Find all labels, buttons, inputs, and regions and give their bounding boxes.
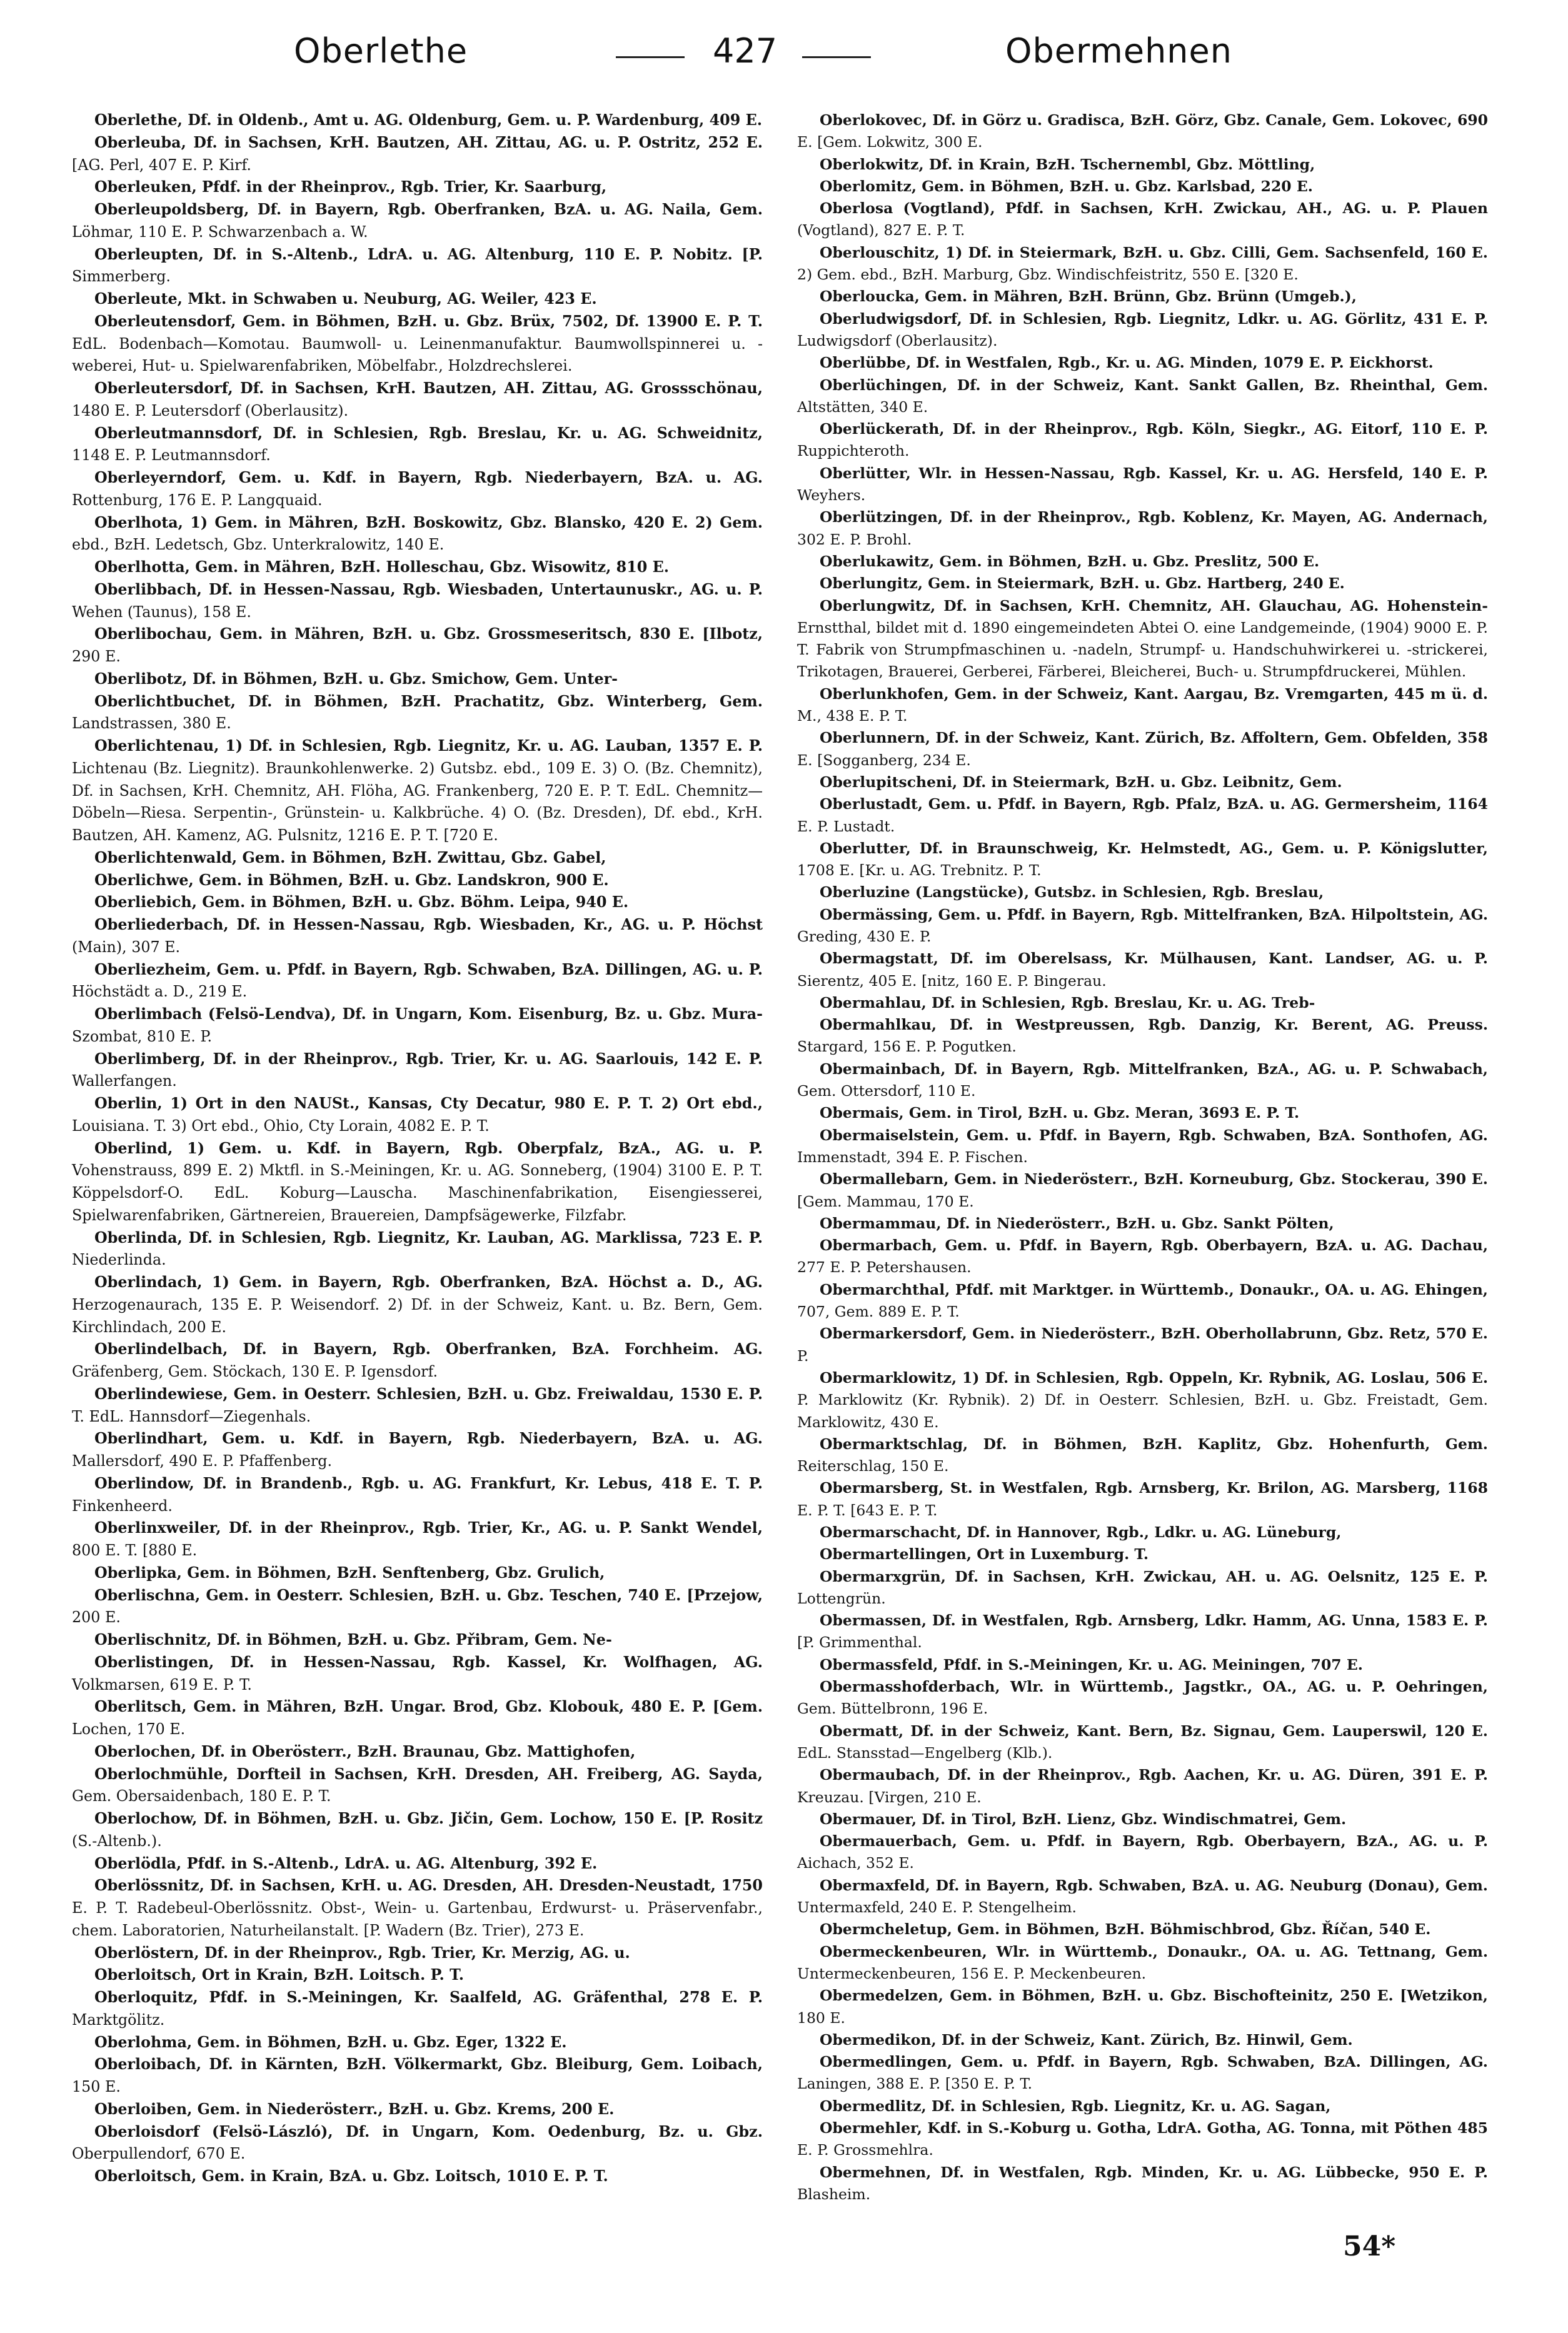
entry: Obermatt, Df. in der Schweiz, Kant. Bern, Bz. Signau, Gem. Lauperswil, 120 E. EdL. Stansstad—Engelberg (Klb.).: [797, 1722, 1488, 1762]
entry: Oberlinxweiler, Df. in der Rheinprov., Rgb. Trier, Kr., AG. u. P. Sankt Wendel, 800 E. T. [880 E.: [72, 1519, 763, 1559]
entry: Obermarschacht, Df. in Hannover, Rgb., Ldkr. u. AG. Lüneburg,: [820, 1523, 1342, 1541]
entry: Obermassfeld, Pfdf. in S.-Meiningen, Kr. u. AG. Meiningen, 707 E.: [820, 1655, 1363, 1673]
entry: Oberlochen, Df. in Oberösterr., BzH. Braunau, Gbz. Mattighofen,: [94, 1742, 636, 1760]
entry: Oberloitsch, Ort in Krain, BzH. Loitsch. P. T.: [94, 1966, 464, 1984]
entry: Obermartellingen, Ort in Luxemburg. T.: [820, 1545, 1149, 1563]
entry: Obermedelzen, Gem. in Böhmen, BzH. u. Gbz. Bischofteinitz, 250 E. [Wetzikon, 180 E.: [797, 1987, 1488, 2027]
entry: Oberleutmannsdorf, Df. in Schlesien, Rgb. Breslau, Kr. u. AG. Schweidnitz, 1148 E. P. Leutmannsdorf.: [72, 424, 763, 464]
entry: Oberlinda, Df. in Schlesien, Rgb. Liegnitz, Kr. Lauban, AG. Marklissa, 723 E. P. Niederlinda.: [72, 1228, 763, 1269]
entry: Obermedlitz, Df. in Schlesien, Rgb. Liegnitz, Kr. u. AG. Sagan,: [820, 2097, 1331, 2115]
entry: Oberlupitscheni, Df. in Steiermark, BzH. u. Gbz. Leibnitz, Gem.: [820, 773, 1342, 791]
entry: Oberlibochau, Gem. in Mähren, BzH. u. Gbz. Grossmeseritsch, 830 E. [Ilbotz, 290 E.: [72, 625, 763, 665]
entry: Oberlokovec, Df. in Görz u. Gradisca, BzH. Görz, Gbz. Canale, Gem. Lokovec, 690 E. [Gem. Lokwitz, 300 E.: [797, 111, 1488, 151]
entry: Oberlosa (Vogtland), Pfdf. in Sachsen, KrH. Zwickau, AH., AG. u. P. Plauen (Vogtland), 827 E. P. T.: [797, 199, 1488, 239]
header-dash-left: [616, 56, 685, 58]
entry: Oberlischnitz, Df. in Böhmen, BzH. u. Gbz. Přibram, Gem. Ne-: [94, 1631, 612, 1648]
header-first-entry: Oberlethe: [294, 31, 468, 71]
entry: Oberliederbach, Df. in Hessen-Nassau, Rgb. Wiesbaden, Kr., AG. u. P. Höchst (Main), 307 E.: [72, 916, 763, 956]
entry: Obermaxfeld, Df. in Bayern, Rgb. Schwaben, BzA. u. AG. Neuburg (Donau), Gem. Untermaxfeld, 240 E. P. Stengelheim.: [797, 1876, 1488, 1917]
entry: Oberleupten, Df. in S.-Altenb., LdrA. u. AG. Altenburg, 110 E. P. Nobitz. [P. Simmerberg.: [72, 245, 763, 286]
entry: Oberlutter, Df. in Braunschweig, Kr. Helmstedt, AG., Gem. u. P. Königslutter, 1708 E. [Kr. u. AG. Trebnitz. P. T.: [797, 839, 1488, 880]
entry: Oberlohma, Gem. in Böhmen, BzH. u. Gbz. Eger, 1322 E.: [94, 2033, 567, 2051]
entry: Oberlhota, 1) Gem. in Mähren, BzH. Boskowitz, Gbz. Blansko, 420 E. 2) Gem. ebd., BzH. Ledetsch, Gbz. Unterkralowitz, 140 E.: [72, 513, 763, 554]
entry: Obermainbach, Df. in Bayern, Rgb. Mittelfranken, BzA., AG. u. P. Schwabach, Gem. Ottersdorf, 110 E.: [797, 1060, 1488, 1100]
entry: Oberlouschitz, 1) Df. in Steiermark, BzH. u. Gbz. Cilli, Gem. Sachsenfeld, 160 E. 2) Gem. ebd., BzH. Marburg, Gbz. Windischfeistritz, 550 E. [320 E.: [797, 243, 1488, 284]
entry: Oberludwigsdorf, Df. in Schlesien, Rgb. Liegnitz, Ldkr. u. AG. Görlitz, 431 E. P. Ludwigsdorf (Oberlausitz).: [797, 309, 1488, 349]
entry: Oberlhotta, Gem. in Mähren, BzH. Holleschau, Gbz. Wisowitz, 810 E.: [94, 558, 670, 576]
entry: Obermasshofderbach, Wlr. in Württemb., Jagstkr., OA., AG. u. P. Oehringen, Gem. Büttelbronn, 196 E.: [797, 1678, 1488, 1718]
entry: Oberlütter, Wlr. in Hessen-Nassau, Rgb. Kassel, Kr. u. AG. Hersfeld, 140 E. P. Weyhers.: [797, 464, 1488, 504]
entry: Obermarkersdorf, Gem. in Niederösterr., BzH. Oberhollabrunn, Gbz. Retz, 570 E. P.: [797, 1325, 1488, 1365]
entry: Oberlibotz, Df. in Böhmen, BzH. u. Gbz. Smichow, Gem. Unter-: [94, 670, 618, 688]
entry: Obermauerbach, Gem. u. Pfdf. in Bayern, Rgb. Oberbayern, BzA., AG. u. P. Aichach, 352 E.: [797, 1832, 1488, 1872]
entry: Oberlind, 1) Gem. u. Kdf. in Bayern, Rgb. Oberpfalz, BzA., AG. u. P. Vohenstrauss, 899 E. 2) Mktfl. in S.-Meiningen, Kr. u. AG. Sonneberg, (1904) 3100 E. P. T. Köppelsdorf-O. EdL. Koburg—Lauscha. Maschinenfabrikation, Eisengiesserei, Spielwarenfabriken, Gärtnereien, Brauereien, Dampfsägewerke, Filzfabr.: [72, 1139, 763, 1224]
entry: Oberlunnern, Df. in der Schweiz, Kant. Zürich, Bz. Affoltern, Gem. Obfelden, 358 E. [Sogganberg, 234 E.: [797, 729, 1488, 769]
entry: Obermarsberg, St. in Westfalen, Rgb. Arnsberg, Kr. Brilon, AG. Marsberg, 1168 E. P. T. [643 E. P. T.: [797, 1479, 1488, 1519]
entry: Oberlindhart, Gem. u. Kdf. in Bayern, Rgb. Niederbayern, BzA. u. AG. Mallersdorf, 490 E. P. Pfaffenberg.: [72, 1430, 763, 1470]
entry: Oberleupoldsberg, Df. in Bayern, Rgb. Oberfranken, BzA. u. AG. Naila, Gem. Löhmar, 110 E. P. Schwarzenbach a. W.: [72, 201, 763, 241]
entry: Oberlukawitz, Gem. in Böhmen, BzH. u. Gbz. Preslitz, 500 E.: [820, 552, 1320, 570]
entry: Oberlichtenau, 1) Df. in Schlesien, Rgb. Liegnitz, Kr. u. AG. Lauban, 1357 E. P. Lichtenau (Bz. Liegnitz). Braunkohlenwerke. 2) Gutsbz. ebd., 109 E. 3) O. (Bz. Chemnitz), Df. in Sachsen, KrH. Chemnitz, AH. Flöha, AG. Frankenberg, 720 E. P. T. EdL. Chemnitz—Döbeln—Riesa. Serpentin-, Grünstein- u. Kalkbrüche. 4) O. (Bz. Dresden), Df. ebd., KrH. Bautzen, AH. Kamenz, AG. Pulsnitz, 1216 E. P. T. [720 E.: [72, 737, 763, 844]
entry: Obermarxgrün, Df. in Sachsen, KrH. Zwickau, AH. u. AG. Oelsnitz, 125 E. P. Lottengrün.: [797, 1567, 1488, 1607]
entry: Oberlindach, 1) Gem. in Bayern, Rgb. Oberfranken, BzA. Höchst a. D., AG. Herzogenaurach, 135 E. P. Weisendorf. 2) Df. in der Schweiz, Kant. u. Bz. Bern, Gem. Kirchlindach, 200 E.: [72, 1273, 763, 1336]
entry: Oberlochow, Df. in Böhmen, BzH. u. Gbz. Jičin, Gem. Lochow, 150 E. [P. Rositz (S.-Altenb.).: [72, 1810, 763, 1850]
entry: Obermais, Gem. in Tirol, BzH. u. Gbz. Meran, 3693 E. P. T.: [820, 1104, 1300, 1122]
entry: Oberloiben, Gem. in Niederösterr., BzH. u. Gbz. Krems, 200 E.: [94, 2100, 615, 2118]
header-last-entry: Obermehnen: [1005, 31, 1232, 71]
entry: Oberlethe, Df. in Oldenb., Amt u. AG. Oldenburg, Gem. u. P. Wardenburg, 409 E.: [94, 111, 763, 129]
entry: Obermagstatt, Df. im Oberelsass, Kr. Mülhausen, Kant. Landser, AG. u. P. Sierentz, 405 E. [nitz, 160 E. P. Bingerau.: [797, 950, 1488, 990]
entry: Obermedikon, Df. in der Schweiz, Kant. Zürich, Bz. Hinwil, Gem.: [820, 2030, 1353, 2049]
entry: Obermammau, Df. in Niederösterr., BzH. u. Gbz. Sankt Pölten,: [820, 1214, 1334, 1232]
left-column: [72, 109, 763, 2188]
entry: Oberlitsch, Gem. in Mähren, BzH. Ungar. Brod, Gbz. Klobouk, 480 E. P. [Gem. Lochen, 170 E.: [72, 1698, 763, 1738]
entry: Obermehnen, Df. in Westfalen, Rgb. Minden, Kr. u. AG. Lübbecke, 950 E. P. Blasheim.: [797, 2163, 1488, 2203]
entry: Oberlindewiese, Gem. in Oesterr. Schlesien, BzH. u. Gbz. Freiwaldau, 1530 E. P. T. EdL. Hannsdorf—Ziegenhals.: [72, 1385, 763, 1425]
entry: Oberlübbe, Df. in Westfalen, Rgb., Kr. u. AG. Minden, 1079 E. P. Eickhorst.: [820, 354, 1434, 372]
entry: Oberleute, Mkt. in Schwaben u. Neuburg, AG. Weiler, 423 E.: [94, 290, 597, 308]
entry: Obermauer, Df. in Tirol, BzH. Lienz, Gbz. Windischmatrei, Gem.: [820, 1810, 1347, 1828]
entry: Oberlibbach, Df. in Hessen-Nassau, Rgb. Wiesbaden, Untertaunuskr., AG. u. P. Wehen (Taunus), 158 E.: [72, 580, 763, 621]
entry: Obermarktschlag, Df. in Böhmen, BzH. Kaplitz, Gbz. Hohenfurth, Gem. Reiterschlag, 150 E.: [797, 1435, 1488, 1475]
entry: Oberlützingen, Df. in der Rheinprov., Rgb. Koblenz, Kr. Mayen, AG. Andernach, 302 E. P. Brohl.: [797, 508, 1488, 548]
entry: Oberliebich, Gem. in Böhmen, BzH. u. Gbz. Böhm. Leipa, 940 E.: [94, 893, 629, 911]
entry: Oberliezheim, Gem. u. Pfdf. in Bayern, Rgb. Schwaben, BzA. Dillingen, AG. u. P. Höchstädt a. D., 219 E.: [72, 960, 763, 1001]
entry: Oberlichtenwald, Gem. in Böhmen, BzH. Zwittau, Gbz. Gabel,: [94, 848, 606, 866]
entry: Oberlipka, Gem. in Böhmen, BzH. Senftenberg, Gbz. Grulich,: [94, 1563, 605, 1582]
entry: Oberlungitz, Gem. in Steiermark, BzH. u. Gbz. Hartberg, 240 E.: [820, 574, 1345, 593]
header-dash-right: [802, 56, 871, 58]
right-column: [797, 109, 1488, 2205]
signature-mark: 54*: [1343, 2230, 1396, 2262]
entry: Oberlin, 1) Ort in den NAUSt., Kansas, Cty Decatur, 980 E. P. T. 2) Ort ebd., Louisiana. T. 3) Ort ebd., Ohio, Cty Lorain, 4082 E. P. T.: [72, 1095, 763, 1135]
entry: Oberlungwitz, Df. in Sachsen, KrH. Chemnitz, AH. Glauchau, AG. Hohenstein-Ernstthal, bildet mit d. 1890 eingemeindeten Abtei O. eine Landgemeinde, (1904) 9000 E. P. T. Fabrik von Strumpfmaschinen u. -nadeln, Strumpf- u. Handschuhwirkerei u. -strickerei, Trikotagen, Brauerei, Gerberei, Färberei, Bleicherei, Buch- u. Strumpfdruckerei, Mühlen.: [797, 596, 1488, 681]
entry: Oberloquitz, Pfdf. in S.-Meiningen, Kr. Saalfeld, AG. Gräfenthal, 278 E. P. Marktgölitz.: [72, 1989, 763, 2029]
entry: Oberloitsch, Gem. in Krain, BzA. u. Gbz. Loitsch, 1010 E. P. T.: [94, 2167, 608, 2185]
entry: Obermahlkau, Df. in Westpreussen, Rgb. Danzig, Kr. Berent, AG. Preuss. Stargard, 156 E. P. Pogutken.: [797, 1016, 1488, 1056]
entry: Oberleuken, Pfdf. in der Rheinprov., Rgb. Trier, Kr. Saarburg,: [94, 178, 607, 196]
entry: Obermaubach, Df. in der Rheinprov., Rgb. Aachen, Kr. u. AG. Düren, 391 E. P. Kreuzau. [Virgen, 210 E.: [797, 1766, 1488, 1806]
entry: Oberlunkhofen, Gem. in der Schweiz, Kant. Aargau, Bz. Vremgarten, 445 m ü. d. M., 438 E. P. T.: [797, 685, 1488, 725]
entry: Oberlischna, Gem. in Oesterr. Schlesien, BzH. u. Gbz. Teschen, 740 E. [Przejow, 200 E.: [72, 1586, 763, 1627]
page-header: [0, 25, 1568, 81]
entry: Oberloisdorf (Felsö-László), Df. in Ungarn, Kom. Oedenburg, Bz. u. Gbz. Oberpullendorf, 670 E.: [72, 2122, 763, 2163]
entry: Oberlimberg, Df. in der Rheinprov., Rgb. Trier, Kr. u. AG. Saarlouis, 142 E. P. Wallerfangen.: [72, 1050, 763, 1090]
entry: Oberlimbach (Felsö-Lendva), Df. in Ungarn, Kom. Eisenburg, Bz. u. Gbz. Mura-Szombat, 810 E. P.: [72, 1005, 763, 1045]
entry: Oberluzine (Langstücke), Gutsbz. in Schlesien, Rgb. Breslau,: [820, 883, 1324, 901]
entry: Oberlokwitz, Df. in Krain, BzH. Tschernembl, Gbz. Möttling,: [820, 155, 1315, 173]
entry: Oberloucka, Gem. in Mähren, BzH. Brünn, Gbz. Brünn (Umgeb.),: [820, 288, 1357, 306]
entry: Obermeckenbeuren, Wlr. in Württemb., Donaukr., OA. u. AG. Tettnang, Gem. Untermeckenbeuren, 156 E. P. Meckenbeuren.: [797, 1942, 1488, 1982]
entry: Oberlöstern, Df. in der Rheinprov., Rgb. Trier, Kr. Merzig, AG. u.: [94, 1944, 630, 1962]
entry: Oberleutensdorf, Gem. in Böhmen, BzH. u. Gbz. Brüx, 7502, Df. 13900 E. P. T. EdL. Bodenbach—Komotau. Baumwoll- u. Leinenmanufaktur. Baumwollspinnerei u. -weberei, Hut- u. Spielwarenfabriken, Möbelfabr., Holzdrechslerei.: [72, 312, 763, 375]
entry: Oberlüchingen, Df. in der Schweiz, Kant. Sankt Gallen, Bz. Rheinthal, Gem. Altstätten, 340 E.: [797, 376, 1488, 416]
entry: Obermässing, Gem. u. Pfdf. in Bayern, Rgb. Mittelfranken, BzA. Hilpoltstein, AG. Greding, 430 E. P.: [797, 905, 1488, 945]
entry: Oberloibach, Df. in Kärnten, BzH. Völkermarkt, Gbz. Bleiburg, Gem. Loibach, 150 E.: [72, 2055, 763, 2095]
entry: Obermassen, Df. in Westfalen, Rgb. Arnsberg, Ldkr. Hamm, AG. Unna, 1583 E. P. [P. Grimmenthal.: [797, 1612, 1488, 1652]
entry: Obermedlingen, Gem. u. Pfdf. in Bayern, Rgb. Schwaben, BzA. Dillingen, AG. Laningen, 388 E. P. [350 E. P. T.: [797, 2053, 1488, 2093]
entry: Obermahlau, Df. in Schlesien, Rgb. Breslau, Kr. u. AG. Treb-: [820, 993, 1315, 1011]
entry: Oberlistingen, Df. in Hessen-Nassau, Rgb. Kassel, Kr. Wolfhagen, AG. Volkmarsen, 619 E. P. T.: [72, 1653, 763, 1693]
entry: Obermarbach, Gem. u. Pfdf. in Bayern, Rgb. Oberbayern, BzA. u. AG. Dachau, 277 E. P. Petershausen.: [797, 1237, 1488, 1277]
page-number: 427: [713, 31, 778, 71]
entry: Oberleyerndorf, Gem. u. Kdf. in Bayern, Rgb. Niederbayern, BzA. u. AG. Rottenburg, 176 E. P. Langquaid.: [72, 469, 763, 509]
entry: Obermehler, Kdf. in S.-Koburg u. Gotha, LdrA. Gotha, AG. Tonna, mit Pöthen 485 E. P. Grossmehlra.: [797, 2119, 1488, 2159]
entry: Oberlindow, Df. in Brandenb., Rgb. u. AG. Frankfurt, Kr. Lebus, 418 E. T. P. Finkenheerd.: [72, 1474, 763, 1515]
entry: Oberlindelbach, Df. in Bayern, Rgb. Oberfranken, BzA. Forchheim. AG. Gräfenberg, Gem. Stöckach, 130 E. P. Igensdorf.: [72, 1340, 763, 1380]
entry: Obermarchthal, Pfdf. mit Marktger. in Württemb., Donaukr., OA. u. AG. Ehingen, 707, Gem. 889 E. P. T.: [797, 1280, 1488, 1321]
entry: Oberleutersdorf, Df. in Sachsen, KrH. Bautzen, AH. Zittau, AG. Grossschönau, 1480 E. P. Leutersdorf (Oberlausitz).: [72, 379, 763, 419]
entry: Oberlückerath, Df. in der Rheinprov., Rgb. Köln, Siegkr., AG. Eitorf, 110 E. P. Ruppichteroth.: [797, 420, 1488, 460]
entry: Oberlichwe, Gem. in Böhmen, BzH. u. Gbz. Landskron, 900 E.: [94, 871, 609, 889]
entry: Obermallebarn, Gem. in Niederösterr., BzH. Korneuburg, Gbz. Stockerau, 390 E. [Gem. Mammau, 170 E.: [797, 1170, 1488, 1210]
entry: Obermcheletup, Gem. in Böhmen, BzH. Böhmischbrod, Gbz. Říčan, 540 E.: [820, 1920, 1431, 1939]
entry: Oberlödla, Pfdf. in S.-Altenb., LdrA. u. AG. Altenburg, 392 E.: [94, 1854, 598, 1872]
entry: Oberlössnitz, Df. in Sachsen, KrH. u. AG. Dresden, AH. Dresden-Neustadt, 1750 E. P. T. Radebeul-Oberlössnitz. Obst-, Wein- u. Gartenbau, Erdwurst- u. Präservenfabr., chem. Laboratorien, Naturheilanstalt. [P. Wadern (Bz. Trier), 273 E.: [72, 1877, 763, 1939]
entry: Obermaiselstein, Gem. u. Pfdf. in Bayern, Rgb. Schwaben, BzA. Sonthofen, AG. Immenstadt, 394 E. P. Fischen.: [797, 1126, 1488, 1166]
entry: Oberleuba, Df. in Sachsen, KrH. Bautzen, AH. Zittau, AG. u. P. Ostritz, 252 E. [AG. Perl, 407 E. P. Kirf.: [72, 133, 763, 174]
entry: Oberlichtbuchet, Df. in Böhmen, BzH. Prachatitz, Gbz. Winterberg, Gem. Landstrassen, 380 E.: [72, 692, 763, 733]
entry: Obermarklowitz, 1) Df. in Schlesien, Rgb. Oppeln, Kr. Rybnik, AG. Loslau, 506 E. P. Marklowitz (Kr. Rybnik). 2) Df. in Oesterr. Schlesien, BzH. u. Gbz. Freistadt, Gem. Marklowitz, 430 E.: [797, 1368, 1488, 1431]
entry: Oberlochmühle, Dorfteil in Sachsen, KrH. Dresden, AH. Freiberg, AG. Sayda, Gem. Obersaidenbach, 180 E. P. T.: [72, 1765, 763, 1805]
entry: Oberlustadt, Gem. u. Pfdf. in Bayern, Rgb. Pfalz, BzA. u. AG. Germersheim, 1164 E. P. Lustadt.: [797, 795, 1488, 835]
entry: Oberlomitz, Gem. in Böhmen, BzH. u. Gbz. Karlsbad, 220 E.: [820, 177, 1313, 195]
